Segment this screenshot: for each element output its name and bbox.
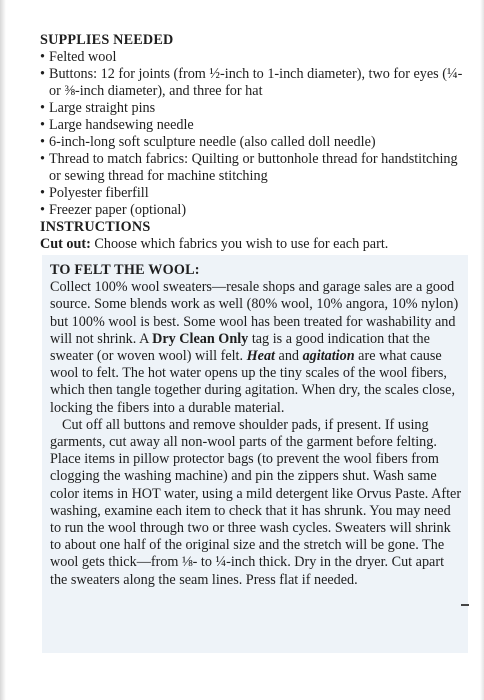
- list-item-text: Large handsewing needle: [49, 117, 194, 133]
- bullet-icon: •: [40, 134, 45, 150]
- supplies-list: [40, 49, 470, 219]
- list-item-text: Freezer paper (optional): [49, 202, 187, 218]
- felt-paragraph-2: Cut off all buttons and remove shoulder pads, if present. If using garments, cut away all non-wool parts of the garment before felting. Place items in pillow protector bags (to prevent the wool fibers from clogging the washing machine) and pin the zippers shut. Wash same color items in HOT water, using a mild detergent like Orvus Paste. After washing, examine each item to check that it has shrunk. You may need to run the wool through two or three wash cycles. Sweaters will shrink to about one half of the original size and the stretch will be gone. The wool gets thick—from ⅛- to ¼-inch thick. Dry in the dryer. Cut apart the sweaters along the seam lines. Press flat if needed.: [50, 416, 462, 588]
- list-item: [40, 66, 470, 100]
- list-item-text: 6-inch-long soft sculpture needle (also called doll needle): [49, 134, 376, 150]
- list-item-text: Felted wool: [49, 49, 117, 65]
- list-item: [40, 151, 470, 185]
- list-item: [40, 134, 470, 151]
- bullet-icon: •: [40, 202, 45, 218]
- list-item-text: Thread to match fabrics: Quilting or buttonhole thread for handstitching or sewing thread for machine stitching: [49, 151, 458, 184]
- bullet-icon: •: [40, 66, 45, 82]
- list-item: [40, 100, 470, 117]
- bullet-icon: •: [40, 49, 45, 65]
- list-item: [40, 117, 470, 134]
- bullet-icon: •: [40, 185, 45, 201]
- text-run: Collect 100% wool sweaters—resale shops and garage sales are a good source. Some blends work as well (80% wool, 10% angora, 10% nylon) but 100% wool is best. Some wool has been treated for washability and will not shrink. A: [50, 279, 459, 347]
- list-item: [40, 185, 470, 202]
- heat-emphasis: Heat: [246, 348, 275, 365]
- bullet-icon: •: [40, 151, 45, 167]
- felt-paragraph-1: [50, 279, 462, 417]
- scan-shadow-left: [0, 0, 6, 700]
- instructions-heading: INSTRUCTIONS: [40, 219, 151, 235]
- text-run: and: [274, 348, 303, 365]
- list-item: [40, 49, 470, 66]
- supplies-section: [40, 32, 470, 253]
- cutout-label: Cut out:: [40, 236, 91, 252]
- bullet-icon: •: [40, 117, 45, 133]
- dry-clean-only-emphasis: Dry Clean Only: [152, 330, 249, 347]
- agitation-emphasis: agitation: [302, 348, 355, 365]
- felt-wool-section: [50, 262, 462, 589]
- list-item-text: Buttons: 12 for joints (from ½-inch to 1-inch diameter), two for eyes (¼- or ⅜-inch diameter), and three for hat: [49, 66, 463, 99]
- text-run: are what cause wool to felt. The hot water opens up the tiny scales of the wool fibers, which then tangle together during agitation. When dry, the scales close, locking the fibers into a durable material.: [50, 348, 456, 416]
- scan-mark: [461, 604, 469, 606]
- list-item-text: Large straight pins: [49, 100, 156, 116]
- list-item: [40, 202, 470, 219]
- felt-heading: TO FELT THE WOOL:: [50, 262, 200, 278]
- cutout-text: Choose which fabrics you wish to use for each part.: [90, 236, 389, 252]
- text-run: tag is a good indication that the sweater (or woven wool) will felt.: [50, 330, 430, 365]
- supplies-heading: SUPPLIES NEEDED: [40, 32, 174, 48]
- bullet-icon: •: [40, 100, 45, 116]
- scan-shadow-right: [480, 0, 484, 700]
- cutout-line: [40, 236, 470, 253]
- list-item-text: Polyester fiberfill: [49, 185, 149, 201]
